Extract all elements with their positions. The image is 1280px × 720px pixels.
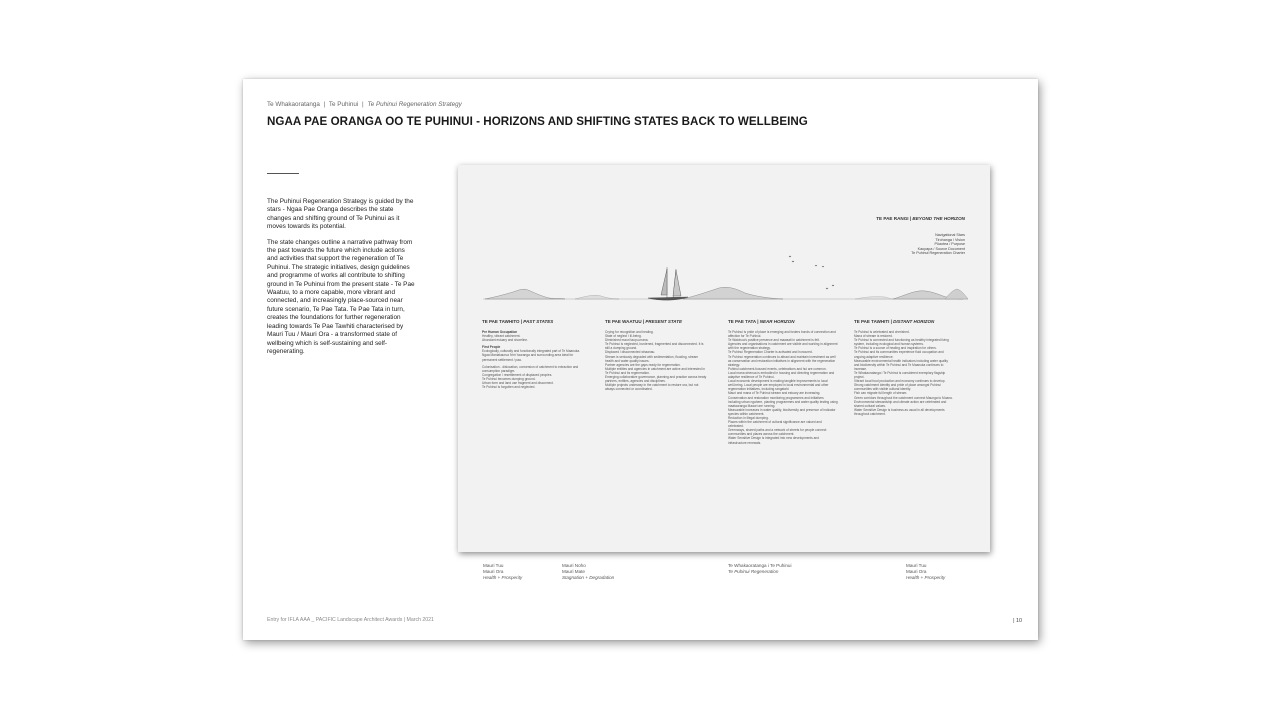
column-paragraph: First People Ecologically, culturally and functionally integrated part of Te Maanuka. Ngaa Maniakaurua 'trim' tauranga and surrounding area ideal for permanent settlement / paa. [482,345,581,362]
breadcrumb-item: Te Puhinui [328,101,359,108]
column-heading: TE PAE TAWHITI | DISTANT HORIZON [854,319,935,324]
column-heading: TE PAE TATA | NEAR HORIZON [728,319,795,324]
flow-stage-stagnation: Mauri Noho Mauri Mate Stagnation + Degradation [562,563,615,581]
breadcrumb-item: Te Whakaoratanga [267,101,320,108]
flow-stage-regeneration: Te Whakaoratanga i Te Puhinui Te Puhinui Regeneration [728,563,792,575]
flow-arrows [458,165,990,552]
column-paragraph: Te Puhinui is celebrated and cherished. Mana of stream is restored. Te Puhinui is connected and functioning as healthy integrated living system, including ecological and human systems. Te Puhinui is a source of healing and inspiration for others. Te Puhinui and its communities experience fluid occupation and ongoing adaptive resilience. Measurable environmental health indicators including water quality and biodiversity within Te Puhinui and Te Maanuka continues to increase. Te Whakaoratanga i Te Puhinui is considered exemplary flagship project. Vibrant local food production and economy continues to develop. Strong catchment identity and pride of place amongst Puhinui communities with visible cultural identity. Fish can migrate full length of stream. Green corridors throughout the catchment connect Maunga to Moana. Environmental stewardship and climate action are celebrated and shared cultural values. Water Sensitive Design is business as usual in all developments throughout catchment. [854,330,953,416]
breadcrumb-item-current: Te Puhinui Regeneration Strategy [367,101,462,108]
column-paragraph: Colonisation - dislocation, conversion of catchment to extraction and consumption paradigm. Congregation / resettlement of displaced peoples. Te Puhinui becomes dumping ground. Urban form and land use fragment and disconnect. Te Puhinui is forgotten and neglected. [482,364,579,390]
footer-note: Entry for IFLA AAA _ PACIFIC Landscape Architect Awards | March 2021 [267,617,434,623]
breadcrumb-separator: | [323,101,326,108]
beyond-horizon-item: Tirohanga / Vision [935,237,965,242]
intro-text [267,198,415,363]
beyond-horizon-heading: TE PAE RANGI | BEYOND THE HORIZON [876,216,965,221]
column-paragraph: Te Puhinui is pride of place is emerging and fosters bonds of connection and affection for Te Puhinui. Te Waiohua's positive presence and mawaati in catchment is felt. Agencies and organisations in catchment are visible and working in alignment with the regeneration strategy. Te Puhinui Regeneration Charter is activated and honoured. Te Puhinui regeneration continues to attract and maintain investment as well as conservation and restoration initiatives in alignment with the regeneration strategy. Puhinui catchment-focused events, celebrations and hui are common. Local mana whenua is embodied in housing and directing regeneration and adaptive resilience of Te Puhinui. Local economic development is making tangible improvements to local well-being. Local people are employed in local environmental and other regeneration initiatives, including rangatahi. Mauri and mana of Te Puhinui stream and estuary are increasing. Conservation and restoration monitoring programmes and initiatives including urban ngahere, planting programmes and water quality testing using maatauranga Maaori are running. Measurable increases in water quality, biodiversity and presence of indicator species within catchment. Reduction in illegal dumping. Places within the catchment of cultural significance are valued and celebrated. Greenways, shared paths and a network of streets for people connect communities and places across the catchment. Water Sensitive Design is integrated into new developments and infrastructure renewals. [728,330,838,445]
document-page [243,79,1038,640]
divider [267,173,299,174]
beyond-horizon-item: Kaupapa / Source Document [917,246,965,251]
breadcrumb-separator: | [362,101,364,108]
beyond-horizon-item: Pūaotea / Purpose [934,242,965,247]
intro-paragraph: The Puhinui Regeneration Strategy is guided by the stars - Ngaa Pae Oranga describes the state changes and shifting ground of Te Puhinui as it moves towards its potential. [267,198,414,231]
flow-stage-health: Mauri Tuu Mauri Ora Health + Prosperity [483,563,523,581]
column-paragraph: Crying for recognition and healing. State of neglect / ill-being. Diminished mauri taupu-mana. Te Puhinui is neglected, burdened, fragmented and disconnected. It is still a dumping ground. Displaced / disconnected whaanau. Stream is seriously degraded with sedimentation, flooding, stream health and water quality issues. Partner agencies are the gaps ready for regeneration. Multiple entities and agencies in catchment are active and interested in Te Puhinui and its regeneration. Emerging collaborative governance, planning and practice across treaty partners, entities, agencies and disciplines. Multiple projects underway in the catchment to restore ora, but not always connected or coordinated. [605,330,707,392]
page-number: | 10 [1013,618,1022,624]
beyond-horizon-item: Navigational Stars [935,233,965,237]
breadcrumb [267,101,462,108]
page-title: NGAA PAE ORANGA OO TE PUHINUI - HORIZONS AND SHIFTING STATES BACK TO WELLBEING [267,115,808,128]
intro-paragraph: The state changes outline a narrative pathway from the past towards the future which include actions and activities that support the regeneration of Te Puhinui. The strategic initiatives, design guidelines and programme of works all contribute to shifting ground in Te Puhinui from the present state - Te Pae Waatuu, to a more capable, more vibrant and connected, and increasingly place-sourced near future scenario, Te Pae Tata. Te Pae Tata in turn, creates the foundations for further regeneration leading towards Te Pae Tawhiti characterised by Mauri Tuu / Mauri Ora - a transformed state of wellbeing which is self-sustaining and self-regenerating. [267,238,415,355]
horizons-diagram-board [458,165,990,581]
beyond-horizon-item: Te Puhinui Regeneration Charter [911,251,965,256]
column-paragraph: Pre Human Occupation Healthy, vibrant catchment. Abundant estuary and shoreline. [482,330,528,343]
column-heading: TE PAE TAWHITO | PAST STATES [482,319,554,324]
column-heading: TE PAE WAATUU | PRESENT STATE [605,319,682,324]
flow-stage-health-future: Mauri Tuu Mauri Ora Health + Prosperity [906,563,946,581]
